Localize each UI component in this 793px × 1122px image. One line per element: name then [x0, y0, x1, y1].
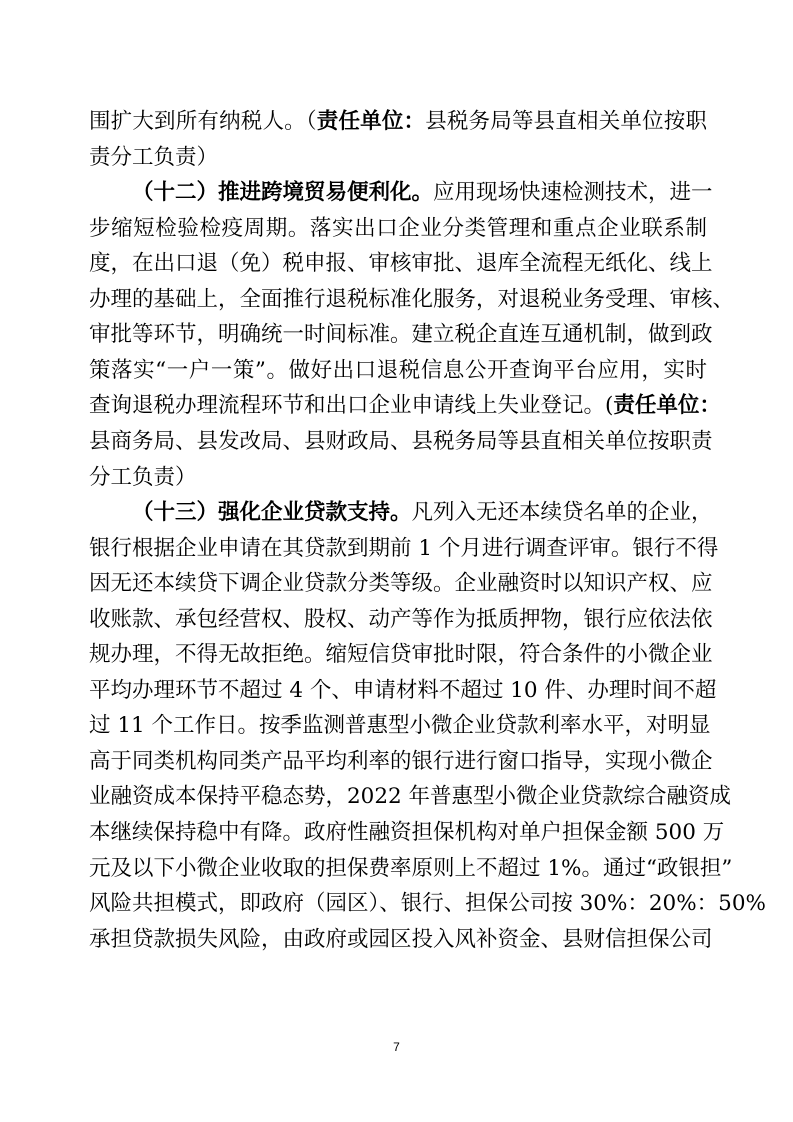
text-run: 查询退税办理流程环节和出口企业申请线上失业登记。( — [89, 393, 614, 419]
text-line — [89, 143, 707, 173]
text-line — [89, 249, 713, 279]
text-run: 规办理，不得无故拒绝。缩短信贷审批时限，符合条件的小微企业 — [89, 642, 713, 668]
text-line — [89, 427, 713, 457]
text-run: 办理的基础上，全面推行退税标准化服务，对退税业务受理、审核、 — [89, 286, 735, 312]
text-line — [89, 818, 725, 848]
text-run: 银行根据企业申请在其贷款到期前 1 个月进行调查评审。银行不得 — [89, 535, 719, 561]
text-run: 责分工负责） — [89, 144, 219, 170]
text-run: 应用现场快速检测技术，进一 — [433, 180, 713, 206]
text-run: 县商务局、县发改局、县财政局、县税务局等县直相关单位按职责 — [89, 428, 713, 454]
text-run: 业融资成本保持平稳态势，2022 年普惠型小微企业贷款综合融资成 — [89, 784, 732, 810]
text-line — [89, 356, 707, 386]
text-run: 过 11 个工作日。按季监测普惠型小微企业贷款利率水平，对明显 — [89, 713, 711, 739]
text-line — [89, 534, 719, 564]
text-line — [89, 107, 707, 137]
text-line — [89, 463, 707, 493]
text-line — [89, 925, 713, 955]
text-line — [89, 711, 711, 741]
text-line — [89, 285, 735, 315]
text-line — [132, 498, 713, 528]
text-run: 围扩大到所有纳税人。（ — [89, 109, 317, 134]
text-line — [89, 854, 733, 884]
text-run: 凡列入无还本续贷名单的企业， — [411, 500, 713, 526]
text-run: 本继续保持稳中有降。政府性融资担保机构对单户担保金额 500 万 — [89, 820, 725, 845]
text-run: 收账款、承包经营权、股权、动产等作为抵质押物，银行应依法依 — [89, 606, 713, 632]
text-run: 策落实“一户一策”。做好出口退税信息公开查询平台应用，实时 — [89, 357, 707, 383]
bold-text: 责任单位： — [316, 109, 426, 134]
text-line — [89, 782, 732, 812]
text-line — [89, 320, 713, 350]
text-run: 承担贷款损失风险，由政府或园区投入风补资金、县财信担保公司 — [89, 926, 713, 952]
text-line — [89, 747, 713, 777]
text-run: 元及以下小微企业收取的担保费率原则上不超过 1%。通过“政银担” — [89, 855, 733, 881]
text-run: 风险共担模式，即政府（园区）、银行、担保公司按 30%：20%：50% — [89, 891, 766, 917]
text-line — [132, 178, 713, 208]
text-run: 分工负责） — [89, 464, 197, 490]
text-run: 县税务局等县直相关单位按职 — [425, 109, 707, 134]
bold-text: （十三）强化企业贷款支持。 — [132, 500, 412, 526]
page-number: 7 — [393, 1040, 400, 1054]
text-run: 审批等环节，明确统一时间标准。建立税企直连互通机制，做到政 — [89, 322, 713, 348]
text-line — [89, 640, 713, 670]
text-run: 高于同类机构同类产品平均利率的银行进行窗口指导，实现小微企 — [89, 748, 713, 774]
bold-text: （十二）推进跨境贸易便利化。 — [132, 180, 434, 206]
text-line — [89, 391, 721, 421]
text-line — [89, 214, 707, 244]
text-line — [89, 569, 713, 599]
text-line — [89, 605, 713, 635]
text-run: 因无还本续贷下调企业贷款分类等级。企业融资时以知识产权、应 — [89, 571, 713, 597]
bold-text: 责任单位： — [613, 393, 721, 419]
text-run: 度，在出口退（免）税申报、审核审批、退库全流程无纸化、线上 — [89, 251, 713, 277]
text-line — [89, 676, 717, 706]
text-run: 步缩短检验检疫周期。落实出口企业分类管理和重点企业联系制 — [89, 215, 707, 241]
text-run: 平均办理环节不超过 4 个、申请材料不超过 10 件、办理时间不超 — [89, 677, 717, 703]
text-line — [89, 889, 766, 919]
